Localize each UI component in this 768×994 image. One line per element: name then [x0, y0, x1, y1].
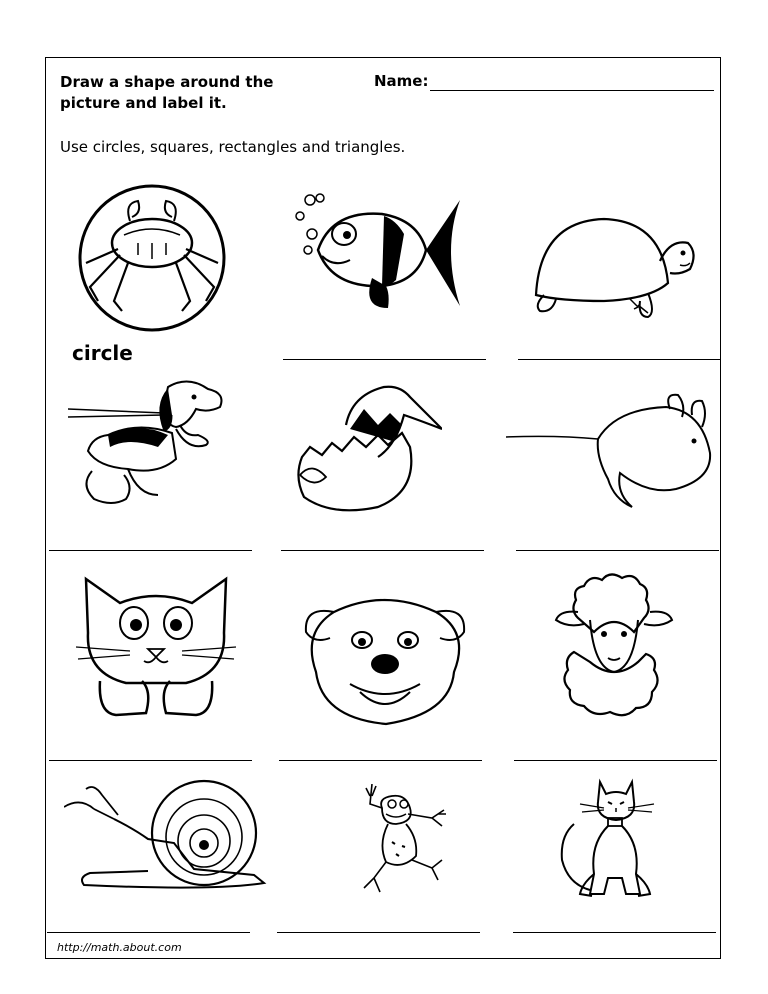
answer-line-10[interactable]: [514, 760, 717, 761]
answer-line-9[interactable]: [279, 760, 482, 761]
answer-line-7[interactable]: [516, 550, 719, 551]
answer-line-3[interactable]: [283, 359, 486, 360]
answer-line-8[interactable]: [49, 760, 252, 761]
sheep-icon: [554, 572, 674, 722]
answer-line-5[interactable]: [49, 550, 252, 551]
name-input-line[interactable]: [430, 90, 714, 91]
answer-line-11[interactable]: [47, 932, 250, 933]
bulldog-icon: [300, 592, 470, 728]
sitting-cat-icon: [560, 774, 670, 904]
answer-line-12[interactable]: [277, 932, 480, 933]
mouse-icon: [506, 393, 716, 513]
answer-line-4[interactable]: [518, 359, 721, 360]
turtle-icon: [530, 213, 700, 323]
example-answer: circle: [72, 341, 133, 365]
answer-line-13[interactable]: [513, 932, 716, 933]
dog-icon: [68, 375, 228, 515]
footer-url[interactable]: http://math.about.com: [57, 941, 182, 954]
hatching-duck-icon: [292, 385, 442, 520]
crab-icon: [68, 183, 236, 333]
fish-icon: [292, 190, 464, 320]
cat-icon: [76, 573, 236, 721]
snail-icon: [64, 779, 274, 897]
worksheet-title: Draw a shape around the picture and label it.: [60, 73, 274, 112]
name-label: Name:: [374, 72, 429, 90]
answer-line-6[interactable]: [281, 550, 484, 551]
frog-icon: [352, 784, 448, 896]
instruction-text: Use circles, squares, rectangles and triangles.: [60, 138, 406, 156]
